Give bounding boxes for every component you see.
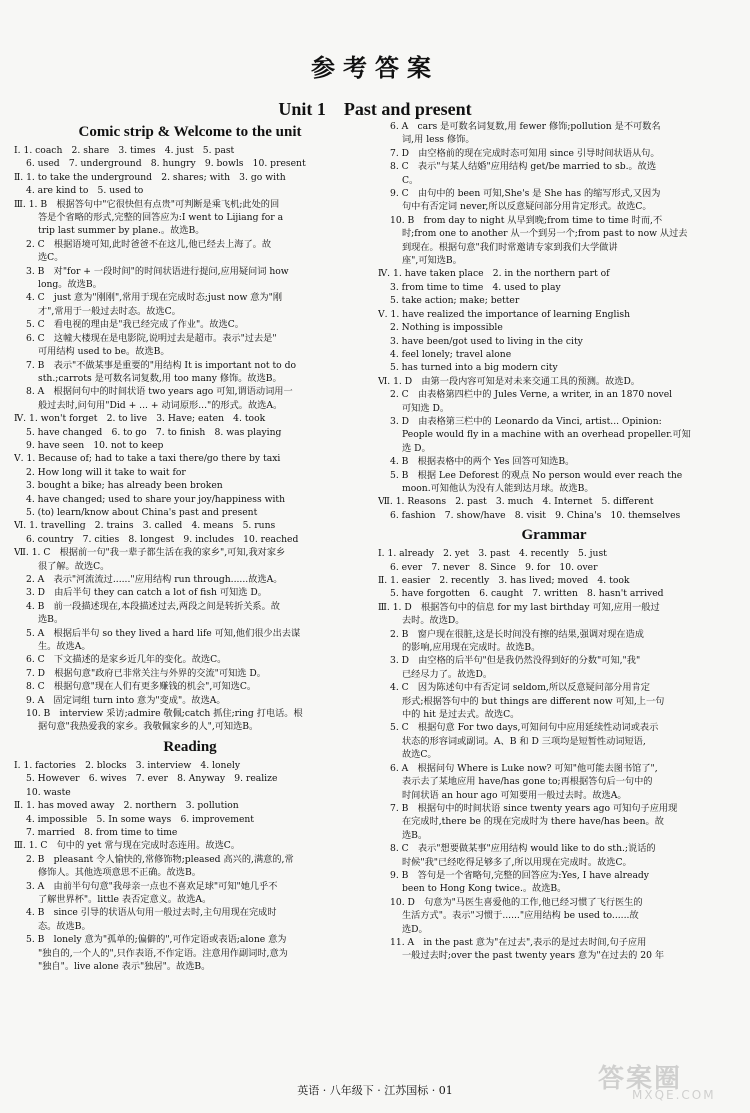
- answer-line: trip last summer by plane.。故选B。: [38, 225, 205, 237]
- answer-line: 4. B 前一段描述现在,本段描述过去,两段之间是转折关系。故: [26, 600, 280, 612]
- answer-line: 9. have seen 10. not to keep: [26, 439, 164, 451]
- answer-line: People would fly in a machine with an overhead propeller.可知: [402, 429, 691, 441]
- answer-line: 据句意"我热爱我的家乡。我敬佩家乡的人",可知选B。: [38, 721, 259, 733]
- watermark-logo: [598, 1058, 748, 1108]
- answer-line: 4. C just 意为"刚刚",常用于现在完成时态;just now 意为"刚: [26, 292, 283, 304]
- answer-line: 5. C 看电视的理由是"我已经完成了作业"。故选C。: [26, 319, 244, 331]
- answer-line: 句中有否定词 never,所以反意疑问部分用肯定形式。故选C。: [402, 201, 652, 213]
- answer-line: 4. impossible 5. In some ways 6. improvement: [26, 813, 254, 825]
- answer-line: 选 D。: [402, 442, 431, 454]
- answer-line: 8. C 表示"与某人结婚"应用结构 get/be married to sb.。故选: [390, 161, 657, 173]
- answer-line: 态。故选B。: [38, 920, 91, 932]
- section-title-grammar: Grammar: [521, 527, 587, 544]
- answer-line: 7. married 8. from time to time: [26, 826, 178, 838]
- answer-line: 6. fashion 7. show/have 8. visit 9. China's 10. themselves: [390, 509, 681, 521]
- answer-line: 时;from one to another 从一个到另一个;from past to now 从过去: [402, 228, 688, 240]
- answer-line: Ⅰ. 1. coach 2. share 3. times 4. just 5. past: [14, 145, 235, 156]
- answer-line: 6. C 下文描述的是家乡近几年的变化。故选C。: [26, 654, 227, 666]
- comic-answers: [14, 144, 366, 734]
- answer-line: 3. D 由表格第三栏中的 Leonardo da Vinci, artist... Opinion:: [390, 415, 662, 427]
- answer-line: 7. D 根据句意"政府已非常关注与外界的交流"可知选 D。: [26, 667, 266, 679]
- answer-line: 座",可知选B。: [402, 255, 462, 267]
- answer-line: 在完成时,there be 的现在完成时为 there have/has been。故: [402, 816, 664, 828]
- answer-line: Ⅰ. 1. already 2. yet 3. past 4. recently 5. just: [378, 548, 607, 560]
- answer-line: Ⅰ. 1. factories 2. blocks 3. interview 4. lonely: [14, 759, 241, 771]
- answer-line: 3. B 对"for + 一段时间"的时间状语进行提问,应用疑问词 how: [26, 265, 289, 277]
- answer-line: moon.可知他认为没有人能到达月球。故选B。: [402, 482, 594, 494]
- grammar-answers: [378, 547, 730, 963]
- answer-line: 可用结构 used to be。故选B。: [38, 346, 170, 358]
- answer-line: 2. C 由表格第四栏中的 Jules Verne, a writer, in an 1870 novel: [390, 389, 673, 401]
- answer-line: 到现在。根据句意"我们时常邀请专家到我们大学做讲: [402, 241, 618, 253]
- answer-line: 5. C 根据句意 For two days,可知问句中应用延续性动词或表示: [390, 722, 659, 734]
- answer-line: 答是个省略的形式,完整的回答应为:I went to Lijiang for a: [38, 212, 284, 224]
- watermark-url: MXQE.COM: [632, 1088, 716, 1102]
- answer-line: Ⅴ. 1. have realized the importance of learning English: [378, 308, 631, 320]
- answer-line: Ⅱ. 1. has moved away 2. northern 3. pollution: [14, 800, 239, 812]
- answer-line: 了解世界杯"。little 表否定意义。故选A。: [38, 893, 212, 905]
- answer-line: 时候"我"已经吃得足够多了,所以用现在完成时。故选C。: [402, 856, 632, 868]
- answer-line: 一般过去时;over the past twenty years 意为"在过去的 20 年: [402, 950, 665, 962]
- answer-line: Ⅳ. 1. have taken place 2. in the northern part of: [378, 268, 610, 280]
- answer-line: Ⅶ. 1. Reasons 2. past 3. much 4. Internet 5. different: [378, 496, 654, 508]
- answer-line: 选C。: [38, 252, 64, 264]
- answer-line: Ⅵ. 1. D 由第一段内容可知是对未来交通工具的预测。故选D。: [378, 375, 640, 387]
- answer-line: Ⅱ. 1. easier 2. recently 3. has lived; moved 4. took: [378, 575, 630, 586]
- reading-answers: [14, 759, 366, 974]
- answer-line: "独自"。live alone 表示"独居"。故选B。: [38, 960, 211, 972]
- answer-line: 6. country 7. cities 8. longest 9. includes 10. reached: [26, 533, 299, 545]
- answer-line: 2. Nothing is impossible: [390, 322, 503, 334]
- answer-line: 3. D 由空格的后半句"但是我仍然没得到好的分数"可知,"我": [390, 655, 641, 667]
- answer-line: 中的 hit 是过去式。故选C。: [402, 709, 520, 721]
- answer-line: 5. have changed 6. to go 7. to finish 8. was playing: [26, 426, 282, 438]
- answer-line: 9. C 由句中的 been 可知,She's 是 She has 的缩写形式,又因为: [390, 188, 661, 200]
- answer-line: 10. B interview 采访;admire 敬佩;catch 抓住;ring 打电话。根: [26, 708, 303, 720]
- answer-line: 5. B 根据 Lee Deforest 的观点 No person would ever reach the: [390, 469, 683, 481]
- answer-line: 5. have forgotten 6. caught 7. written 8. hasn't arrived: [390, 588, 664, 600]
- answer-line: 11. A in the past 意为"在过去",表示的是过去时间,句子应用: [390, 936, 647, 948]
- answer-line: 很了解。故选C。: [38, 560, 110, 572]
- answer-line: Ⅱ. 1. to take the underground 2. shares; with 3. go with: [14, 171, 286, 183]
- answer-line: 6. A 根据问句 Where is Luke now? 可知"他可能去图书馆了",: [390, 762, 658, 774]
- answer-line: 5. A 根据后半句 so they lived a hard life 可知,他们很少出去谋: [26, 627, 301, 639]
- answer-line: 9. B 答句是一个省略句,完整的回答应为:Yes, I have already: [390, 869, 649, 881]
- answer-line: 6. used 7. underground 8. hungry 9. bowls 10. present: [26, 158, 306, 170]
- answer-line: 5. However 6. wives 7. ever 8. Anyway 9. realize: [26, 773, 278, 785]
- answer-line: sth.;carrots 是可数名词复数,用 too many 修饰。故选B。: [38, 372, 282, 384]
- answer-line: 时间状语 an hour ago 可知要用一般过去时。故选A。: [402, 789, 627, 801]
- answer-line: 才",常用于一般过去时态。故选C。: [38, 305, 181, 317]
- answer-line: 4. have changed; used to share your joy/happiness with: [26, 493, 286, 505]
- answer-line: 故选C。: [402, 749, 437, 761]
- answer-line: long。故选B。: [38, 279, 102, 291]
- answer-line: 4. C 因为陈述句中有否定词 seldom,所以反意疑问部分用肯定: [390, 682, 650, 694]
- answer-line: 8. A 根据问句中的时间状语 two years ago 可知,谓语动词用一: [26, 386, 293, 398]
- answer-line: 4. feel lonely; travel alone: [390, 348, 512, 360]
- answer-line: 2. B pleasant 令人愉快的,常修饰物;pleased 高兴的,满意的,常: [26, 853, 294, 865]
- answer-line: 3. have been/got used to living in the city: [390, 335, 583, 347]
- answer-line: 8. C 表示"想要做某事"应用结构 would like to do sth.;说话的: [390, 843, 656, 855]
- answer-line: 10. D 句意为"马医生喜爱他的工作,他已经习惯了飞行医生的: [390, 896, 643, 908]
- answer-line: 修饰人。其他选项意思不正确。故选B。: [38, 867, 201, 879]
- answer-line: 5. has turned into a big modern city: [390, 362, 558, 374]
- answer-line: Ⅶ. 1. C 根据前一句"我一辈子都生活在我的家乡",可知,我对家乡: [14, 547, 286, 559]
- answer-line: Ⅴ. 1. Because of; had to take a taxi there/go there by taxi: [14, 453, 281, 465]
- answer-line: 3. A 由前半句句意"我母亲一点也不喜欢足球"可知"她几乎不: [26, 880, 278, 892]
- section-title-reading: Reading: [163, 738, 217, 755]
- answer-line: 3. D 由后半句 they can catch a lot of fish 可知选 D。: [26, 587, 267, 599]
- answer-line: 选B。: [402, 829, 428, 841]
- answer-line: 生。故选A。: [38, 641, 91, 653]
- answer-line: Ⅵ. 1. travelling 2. trains 3. called 4. means 5. runs: [14, 520, 276, 532]
- answer-line: 10. B from day to night 从早到晚;from time to time 时而,不: [390, 214, 663, 226]
- answer-line: 选B。: [38, 614, 64, 626]
- answer-line: 般过去时,问句用"Did + ... + 动词原形..."的形式。故选A。: [38, 399, 283, 411]
- answer-line: Ⅳ. 1. won't forget 2. to live 3. Have; eaten 4. took: [14, 413, 266, 425]
- answer-line: 的影响,应用现在完成时。故选B。: [402, 642, 541, 654]
- answer-line: 7. B 表示"不做某事是重要的"用结构 It is important not to do: [26, 359, 297, 371]
- page-footer: 英语 · 八年级下 · 江苏国标 · 01: [297, 1084, 453, 1097]
- answer-line: Ⅲ. 1. C 句中的 yet 常与现在完成时态连用。故选C。: [14, 840, 240, 852]
- answer-line: Ⅲ. 1. D 根据答句中的信息 for my last birthday 可知,应用一般过: [378, 601, 660, 613]
- answer-line: 9. A 固定词组 turn into 意为"变成"。故选A。: [26, 694, 226, 706]
- answer-line: 生活方式"。表示"习惯于......"应用结构 be used to......故: [402, 910, 639, 922]
- answer-line: 7. D 由空格前的现在完成时态可知用 since 引导时间状语从句。: [390, 147, 660, 159]
- answer-line: 选D。: [402, 923, 428, 935]
- answer-line: 已经尽力了。故选D。: [402, 668, 493, 680]
- answer-line: 表示去了某地应用 have/has gone to;再根据答句后一句中的: [402, 776, 653, 788]
- unit-title: Unit 1 Past and present: [278, 99, 472, 119]
- answer-line: 6. A cars 是可数名词复数,用 fewer 修饰;pollution 是不可数名: [390, 121, 661, 132]
- answer-line: 去时。故选D。: [402, 615, 465, 627]
- right-column: [378, 120, 730, 963]
- answer-line: 6. ever 7. never 8. Since 9. for 10. over: [390, 561, 598, 573]
- answer-line: 5. (to) learn/know about China's past and present: [26, 506, 258, 518]
- watermark-text: 答案圈: [598, 1064, 683, 1094]
- answer-line: 4. B since 引导的状语从句用一般过去时,主句用现在完成时: [26, 907, 277, 919]
- answer-line: 5. B lonely 意为"孤单的;偏僻的",可作定语或表语;alone 意为: [26, 934, 287, 946]
- answer-line: C。: [402, 174, 419, 186]
- answer-line: "独自的,一个人的",只作表语,不作定语。注意用作副词时,意为: [38, 947, 288, 959]
- answer-line: been to Hong Kong twice.。故选B。: [402, 883, 567, 895]
- answer-line: 形式;根据答句中的 but things are different now 可知,上一句: [402, 695, 665, 707]
- answer-line: 状态的形容词或副词。A、B 和 D 三项均是短暂性动词短语,: [402, 735, 646, 747]
- reading-answers-continued: [378, 120, 730, 522]
- answer-line: Ⅲ. 1. B 根据答句中"它很快但有点贵"可判断是乘飞机;此处的回: [14, 198, 280, 210]
- page-title: 参考答案: [311, 53, 439, 82]
- answer-line: 2. A 表示"河流流过......"应用结构 run through......故选A。: [26, 574, 283, 585]
- answer-line: 2. How long will it take to wait for: [26, 466, 186, 478]
- answer-line: 5. take action; make; better: [390, 295, 520, 307]
- left-column: [14, 122, 366, 973]
- answer-line: 6. C 这幢大楼现在是电影院,说明过去是超市。表示"过去是": [26, 332, 277, 344]
- answer-line: 3. bought a bike; has already been broken: [26, 480, 223, 492]
- answer-line: 4. B 根据表格中的两个 Yes 回答可知选B。: [390, 456, 575, 468]
- answer-line: 7. B 根据句中的时间状语 since twenty years ago 可知句子应用现: [390, 802, 678, 814]
- answer-line: 词,用 less 修饰。: [402, 134, 475, 146]
- answer-line: 3. from time to time 4. used to play: [390, 281, 561, 293]
- answer-line: 8. C 根据句意"现在人们有更多赚钱的机会",可知选C。: [26, 681, 257, 693]
- answer-line: 10. waste: [26, 786, 71, 798]
- answer-line: 2. B 窗户现在很脏,这是长时间没有擦的结果,强调对现在造成: [390, 628, 644, 640]
- answer-line: 4. are kind to 5. used to: [26, 185, 144, 197]
- section-title-comic: Comic strip & Welcome to the unit: [78, 124, 302, 140]
- answer-line: 可知选 D。: [402, 402, 450, 414]
- answer-line: 2. C 根据语境可知,此时爸爸不在这儿,他已经去上海了。故: [26, 238, 272, 250]
